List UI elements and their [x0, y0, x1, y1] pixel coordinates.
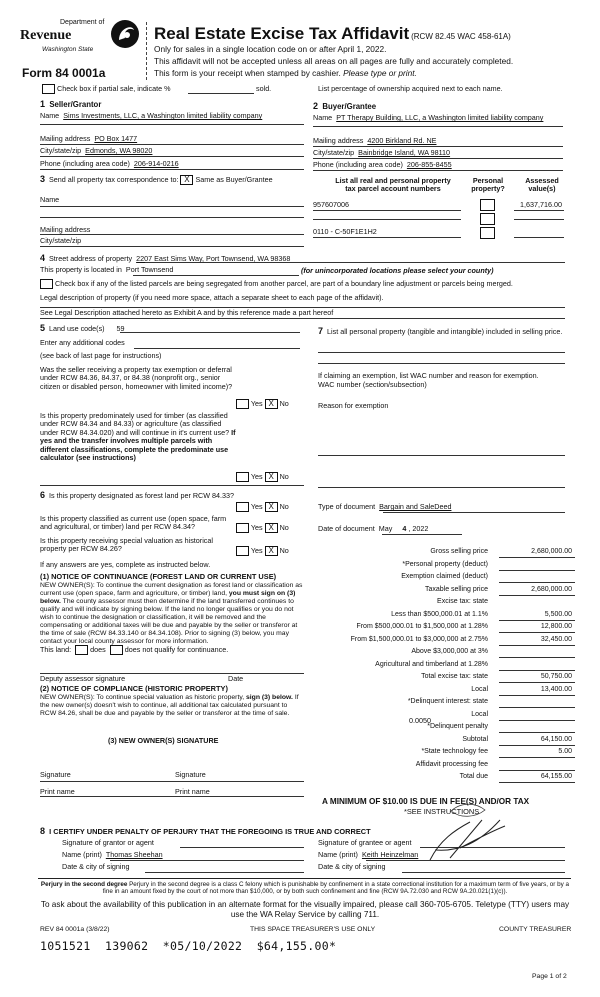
see-instructions: *SEE INSTRUCTIONS — [404, 807, 480, 816]
sig-grantee-label: Signature of grantee or agent — [318, 838, 412, 847]
buyer-heading: 2 Buyer/Grantee — [313, 101, 377, 111]
segregated-row: Check box if any of the listed parcels are being segregated from another parcel, are part of a boundary line adjustment or parcels being merged. — [40, 279, 513, 289]
header-note2: This affidavit will not be accepted unless all areas on all pages are fully and accurately completed. — [154, 56, 514, 66]
segregated-checkbox[interactable] — [40, 279, 53, 289]
q-exemption-answer: Yes X No — [236, 399, 289, 409]
seller-mail-row: Mailing address PO Box 1477 — [40, 134, 138, 143]
seller-name[interactable]: Sims Investments, LLC, a Washington limited liability company — [63, 111, 263, 120]
section3-row: 3 Send all property tax correspondence to: X Same as Buyer/Grantee — [40, 174, 273, 185]
dor-logo — [20, 18, 138, 64]
partial-sale-checkbox[interactable] — [42, 84, 55, 94]
see-back: (see back of last page for instructions) — [40, 351, 162, 360]
tax-row-value[interactable]: 5,500.00 — [544, 610, 572, 618]
street-row: 4 Street address of property 2207 East Sims Way, Port Townsend, WA 98368 — [40, 253, 291, 263]
tax-row-label: From $500,000.01 to $1,500,000 at 1.28% — [356, 623, 488, 630]
sold-label: sold. — [256, 84, 272, 93]
buyer-mail-row: Mailing address 4200 Birkland Rd. NE — [313, 136, 437, 145]
doc-day[interactable]: 4 — [402, 524, 407, 533]
seller-city[interactable]: Edmonds, WA 98020 — [85, 146, 153, 155]
land-use-row: 5 Land use code(s) 59 — [40, 323, 125, 333]
ownership-note: List percentage of ownership acquired next to each name. — [318, 84, 503, 93]
treasurer-use-only: THIS SPACE TREASURER'S USE ONLY — [250, 926, 376, 933]
buyer-phone-row: Phone (including area code) 206-855-8455 — [313, 160, 452, 169]
dept-line3: Washington State — [42, 46, 94, 53]
tax-row-label: *Personal property (deduct) — [402, 560, 488, 568]
header-note3 — [154, 69, 417, 79]
assessed-value-1[interactable]: 1,637,716.00 — [520, 200, 562, 209]
partial-sale-label: Check box if partial sale, indicate % — [57, 83, 171, 93]
located-row: This property is located in Port Townsend — [40, 265, 174, 274]
tax-row-label: Less than $500,000.01 at 1.1% — [391, 610, 488, 618]
parcel-2[interactable]: 0110 - C-50F1E1H2 — [313, 227, 377, 236]
land-use-code[interactable]: 59 — [116, 324, 125, 333]
dept-line1: Department of — [60, 19, 105, 26]
does-not-checkbox[interactable] — [110, 645, 123, 655]
exemption-no-checkbox[interactable]: X — [265, 399, 278, 409]
buyer-mail[interactable]: 4200 Birkland Rd. NE — [367, 136, 437, 145]
q-forest: 6 Is this property designated as forest land per RCW 84.33? — [40, 490, 234, 500]
doc-date-row: Date of document May 4 , 2022 — [318, 524, 429, 533]
section3-name-label: Name — [40, 195, 60, 204]
uninc-note: (for unincorporated locations please select your county) — [301, 266, 494, 275]
buyer-name-row: Name PT Therapy Building, LLC, a Washington limited liability company — [313, 113, 544, 122]
personal-checkbox-1[interactable] — [480, 199, 495, 211]
print-name-label-1: Print name — [40, 787, 75, 796]
signature-label-2: Signature — [175, 770, 206, 779]
forest-yes-checkbox[interactable] — [236, 502, 249, 512]
legal-description[interactable]: See Legal Description attached hereto as Exhibit A and by this reference made a part hereof — [40, 308, 334, 317]
current-use-yes-checkbox[interactable] — [236, 523, 249, 533]
buyer-city[interactable]: Bainbridge Island, WA 98110 — [358, 148, 451, 157]
doc-year[interactable]: , 2022 — [408, 524, 429, 533]
tax-row-label: Local — [471, 685, 488, 693]
tax-row-label: Agricultural and timberland at 1.28% — [375, 660, 488, 668]
sig-grantor-label: Signature of grantor or agent — [62, 838, 154, 847]
tax-row-label: Excise tax: state — [437, 598, 488, 605]
tax-row-label: Local — [471, 710, 488, 718]
tax-row-value[interactable]: 32,450.00 — [540, 635, 572, 643]
signature-label-1: Signature — [40, 770, 71, 779]
does-checkbox[interactable] — [75, 645, 88, 655]
treasurer-stamp: 1051521 139062 *05/10/2022 $64,155.00* — [40, 939, 337, 953]
q-historic: Is this property receiving special valuation as historical property per RCW 84.26? — [40, 536, 213, 554]
seller-name-row: Name Sims Investments, LLC, a Washington limited liability company — [40, 111, 263, 120]
section3-city-label: City/state/zip — [40, 236, 82, 245]
tax-computation-table — [300, 548, 580, 788]
tax-row-label: *Delinquent penalty — [427, 723, 488, 730]
deputy-date-label: Date — [228, 674, 244, 683]
doc-month[interactable]: May — [378, 524, 393, 533]
tax-row-value[interactable]: 64,155.00 — [540, 773, 572, 780]
property-location[interactable]: Port Townsend — [125, 265, 174, 274]
buyer-city-row: City/state/zip Bainbridge Island, WA 98110 — [313, 148, 451, 157]
assessed-col-header: Assessed value(s) — [525, 176, 559, 194]
doc-type-row: Type of document Bargain and SaleDeed — [318, 502, 452, 511]
exemption-reason-label: Reason for exemption — [318, 401, 389, 410]
buyer-phone[interactable]: 206-855-8455 — [406, 160, 452, 169]
legal-label: Legal description of property (if you need more space, attach a separate sheet to each page of the affidavit). — [40, 293, 384, 302]
tax-row-value[interactable]: 2,680,000.00 — [531, 548, 572, 555]
print-name-label-2: Print name — [175, 787, 210, 796]
tax-row-label: Exemption claimed (deduct) — [401, 573, 488, 580]
grantor-name[interactable]: Thomas Sheehan — [105, 850, 163, 859]
q-forest-answer: Yes X No — [236, 502, 289, 512]
q-timber-answer: Yes X No — [236, 472, 289, 482]
timber-no-checkbox[interactable]: X — [265, 472, 278, 482]
header-note1: Only for sales in a single location code on or after April 1, 2022. — [154, 44, 387, 54]
same-as-buyer-checkbox[interactable]: X — [180, 175, 193, 185]
personal-checkbox-2[interactable] — [480, 213, 495, 225]
deputy-sig-label: Deputy assessor signature — [40, 674, 126, 683]
forest-no-checkbox[interactable]: X — [265, 502, 278, 512]
seller-phone[interactable]: 206-914-0216 — [133, 159, 179, 168]
q-exemption: Was the seller receiving a property tax exemption or deferral under RCW 84.36, 84.37, or 84.38 (nonprofit org., senior citizen or disabled person, homeowner with limited income)? — [40, 365, 233, 391]
notice1-body: NEW OWNER(S): To continue the current designation as forest land or classification as current use (open space, farm and agriculture, or timber) land, you must sign on (3) below. The county assessor must then determine if the land transferred continues to qualify and will indicate by signing below. If the land no longer qualifies or you do not wish to continue the designation or classification, it will be removed and the compensating or additional taxes will be due and payable by the seller or transferor at the time of sale (RCW 84.33.140 or 84.34.108). Prior to signing (3) below, you may contact your local county assessor for more information. — [40, 582, 303, 646]
timber-yes-checkbox[interactable] — [236, 472, 249, 482]
seller-mail[interactable]: PO Box 1477 — [94, 134, 138, 143]
tax-row-label: Gross selling price — [430, 548, 488, 555]
date-city-grantor: Date & city of signing — [62, 862, 130, 871]
tax-row-label: Affidavit processing fee — [415, 760, 488, 768]
notice2-body: NEW OWNER(S): To continue special valuation as historic property, sign (3) below. If the new owner(s) doesn't wish to continue, all additional tax calculated pursuant to RCW 84.26, shall be due and payable by the seller or transferor at the time of sale. — [40, 694, 299, 718]
form-title — [154, 24, 511, 44]
tax-row-label: *Delinquent interest: state — [407, 698, 488, 705]
county-treasurer: COUNTY TREASURER — [499, 926, 572, 933]
local-rate: 0.0050 — [409, 716, 431, 725]
doc-type[interactable]: Bargain and SaleDeed — [379, 502, 452, 511]
tax-row-label: Above $3,000,000 at 3% — [411, 648, 488, 655]
notice2-title: (2) NOTICE OF COMPLIANCE (HISTORIC PROPERTY) — [40, 684, 228, 693]
tax-row-label: Taxable selling price — [424, 585, 488, 593]
page-number: Page 1 of 2 — [532, 973, 567, 980]
parcel-col-header: List all real and personal property tax parcel account numbers — [335, 176, 451, 194]
tax-row-label: Subtotal — [462, 735, 488, 743]
q-timber: Is this property predominately used for timber (as classified under RCW 84.34 and 84.33) or agriculture (as classified under RCW 84.34.020) and will continue in it's current use? If yes and the transfer involves multiple parcels with different classifications, complete the predominate use calculator (see instructions) — [40, 411, 236, 463]
name-print-grantor: Name (print) Thomas Sheehan — [62, 850, 163, 859]
personal-checkbox-3[interactable] — [480, 227, 495, 239]
date-city-grantee: Date & city of signing — [318, 862, 386, 871]
dept-line2: Revenue — [20, 28, 72, 43]
rev-number: REV 84 0001a (3/8/22) — [40, 926, 110, 933]
name-print-grantee: Name (print) Keith Heinzelman — [318, 850, 419, 859]
tax-row-value[interactable]: 64,150.00 — [540, 735, 572, 743]
q-current-use-answer: Yes X No — [236, 523, 289, 533]
additional-codes: Enter any additional codes — [40, 338, 125, 347]
property-street[interactable]: 2207 East Sims Way, Port Townsend, WA 98368 — [136, 254, 291, 263]
dor-swirl-icon — [110, 18, 140, 50]
q-current-use: Is this property classified as current use (open space, farm and agricultural, or timber) land per RCW 84.34? — [40, 514, 227, 532]
seller-city-row: City/state/zip Edmonds, WA 98020 — [40, 146, 153, 155]
grantee-name[interactable]: Keith Heinzelman — [361, 850, 419, 859]
historic-no-checkbox[interactable]: X — [265, 546, 278, 556]
tax-row-value[interactable]: 13,400.00 — [540, 685, 572, 693]
tax-row-value[interactable]: 5.00 — [558, 748, 572, 755]
wac-label: WAC number (section/subsection) — [318, 380, 427, 389]
tax-row-value[interactable]: 12,800.00 — [540, 623, 572, 630]
new-owner-sig-title: (3) NEW OWNER(S) SIGNATURE — [108, 736, 219, 745]
personal-col-header: Personal property? — [471, 176, 505, 194]
this-land-row: This land: does does not qualify for continuance. — [40, 644, 229, 654]
tax-row-label: Total due — [459, 773, 488, 780]
rcw-text: (RCW 82.45 WAC 458-61A) — [411, 32, 511, 41]
certify-heading: 8 I CERTIFY UNDER PENALTY OF PERJURY THAT THE FOREGOING IS TRUE AND CORRECT — [40, 826, 371, 836]
exemption-yes-checkbox[interactable] — [236, 399, 249, 409]
perjury-notice: Perjury in the second degree Perjury in the second degree is a class C felony which is punishable by confinement in a state correctional institution for a maximum term of five years, or by a fine in an amount fixed by the court of not more than $10,000, or by both such confinement and fine (RCW 9A.72.030 and RCW 9A.20.021(1)(c)). — [40, 881, 570, 896]
minimum-due: A MINIMUM OF $10.00 IS DUE IN FEE(S) AND/OR TAX — [322, 797, 530, 806]
seller-phone-row: Phone (including area code) 206-914-0216 — [40, 159, 179, 168]
tax-row-value[interactable]: 50,750.00 — [540, 673, 572, 680]
section3-mail-label: Mailing address — [40, 225, 91, 234]
partial-sale-row — [42, 84, 170, 94]
personal-property-label: 7 List all personal property (tangible and intangible) included in selling price. — [318, 326, 563, 336]
tax-row-label: From $1,500,000.01 to $3,000,000 at 2.75% — [350, 635, 488, 643]
tax-row-label: *State technology fee — [421, 748, 488, 755]
tax-row-label: Total excise tax: state — [421, 673, 488, 680]
parcel-1[interactable]: 957607006 — [313, 200, 349, 209]
claim-exemption: If claiming an exemption, list WAC number and reason for exemption. — [318, 371, 539, 380]
tax-row-value[interactable]: 2,680,000.00 — [531, 585, 572, 593]
note3-text: This form is your receipt when stamped by cashier. — [154, 68, 341, 78]
note3-italic: Please type or print. — [343, 68, 417, 78]
current-use-no-checkbox[interactable]: X — [265, 523, 278, 533]
availability-notice: To ask about the availability of this publication in an alternate format for the visually impaired, please call 360-705-6705. Teletype (TTY) users may use the WA Relay Service by calling 711. — [40, 900, 570, 919]
q-historic-answer: Yes X No — [236, 546, 289, 556]
buyer-name[interactable]: PT Therapy Building, LLC, a Washington limited liability company — [336, 113, 544, 122]
seller-heading: 1 Seller/Grantor — [40, 99, 102, 109]
title-text: Real Estate Excise Tax Affidavit — [154, 24, 410, 43]
form-number: Form 84 0001a — [22, 66, 106, 80]
if-yes-note: If any answers are yes, complete as instructed below. — [40, 560, 211, 569]
instructions-scribble — [445, 800, 495, 822]
notice1-title: (1) NOTICE OF CONTINUANCE (FOREST LAND OR CURRENT USE) — [40, 572, 277, 581]
